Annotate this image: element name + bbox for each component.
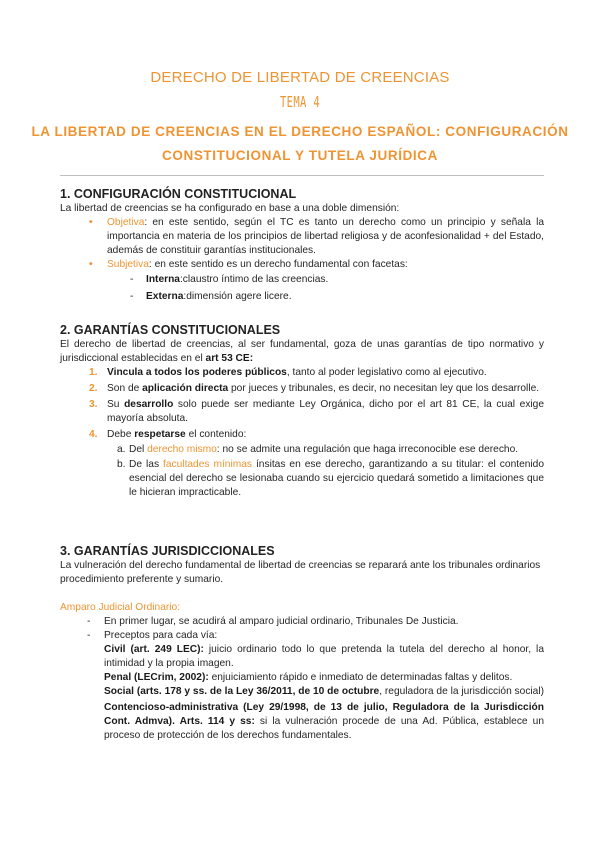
penal-text: enjuiciamiento rápido e inmediato de determinadas faltas y delitos. — [208, 672, 513, 683]
guarantee-item-3 — [60, 398, 544, 426]
penal-label: Penal (LECrim, 2002): — [104, 672, 209, 683]
guarantee-3-bold: desarrollo — [124, 399, 174, 410]
social-label: Social (arts. 178 y ss. de la Ley 36/2011, de 10 de octubre — [104, 686, 380, 697]
subtitle-line-2: CONSTITUCIONAL Y TUTELA JURÍDICA — [162, 148, 438, 163]
section-2-intro-text: El derecho de libertad de creencias, al ser fundamental, goza de unas garantías de tipo normativo y jurisdiccional establecidas en el — [60, 339, 544, 364]
civil-text: juicio ordinario todo lo que pretenda la tutela del derecho al honor, la intimidad y la propia imagen. — [104, 644, 544, 669]
dash-marker: - — [130, 291, 134, 302]
art-53-reference: art 53 CE: — [205, 353, 254, 364]
section-2-heading: 2. GARANTÍAS CONSTITUCIONALES — [60, 323, 281, 337]
externa-text: :dimensión agere licere. — [183, 291, 292, 302]
guarantee-2-text-a: Son de — [107, 383, 143, 394]
via-civil — [60, 643, 544, 671]
guarantee-3-text-b: solo puede ser mediante Ley Orgánica, dicho por el art 81 CE, la cual exige mayoría absoluta. — [107, 399, 545, 424]
subjetiva-label: Subjetiva — [107, 259, 149, 270]
guarantee-item-1 — [60, 366, 544, 380]
guarantee-1-text: , tanto al poder legislativo como al ejecutivo. — [286, 367, 487, 378]
via-contencioso — [60, 701, 544, 743]
civil-label: Civil (art. 249 LEC): — [104, 644, 204, 655]
guarantee-3-text-a: Su — [107, 399, 125, 410]
list-item-subjetiva — [60, 258, 544, 272]
amparo-item-1-text: En primer lugar, se acudirá al amparo judicial ordinario, Tribunales De Justicia. — [104, 616, 459, 627]
tema-label: TEMA 4 — [279, 93, 321, 111]
document-title: DERECHO DE LIBERTAD DE CREENCIAS — [150, 69, 450, 86]
social-text: , reguladora de la jurisdicción social) — [379, 686, 544, 697]
content-item-a — [60, 443, 544, 457]
contencioso-text: si la vulneración procede de una Ad. Pública, establece un proceso de protección de los derechos fundamentales. — [104, 716, 545, 741]
interna-label: Interna — [146, 274, 180, 285]
amparo-heading: Amparo Judicial Ordinario: — [60, 602, 181, 613]
guarantee-item-2 — [60, 382, 544, 396]
section-3 — [60, 543, 544, 743]
amparo-item-2-text: Preceptos para cada vía: — [104, 630, 218, 641]
item-a-text-1: Del — [129, 444, 148, 455]
bullet-icon: • — [89, 259, 93, 270]
item-a-text-2: : no se admite una regulación que haga irreconocible ese derecho. — [216, 444, 519, 455]
facet-interna — [60, 273, 544, 287]
objetiva-label: Objetiva — [107, 217, 145, 228]
guarantee-1-bold: Vincula a todos los poderes públicos — [107, 367, 287, 378]
section-1 — [60, 186, 544, 304]
section-1-intro: La libertad de creencias se ha configurado en base a una doble dimensión: — [60, 203, 400, 214]
section-3-heading: 3. GARANTÍAS JURISDICCIONALES — [60, 544, 275, 558]
section-2-intro — [60, 338, 544, 366]
guarantee-2-bold: aplicación directa — [142, 383, 229, 394]
number-marker: 3. — [89, 399, 98, 410]
guarantee-item-4 — [60, 428, 544, 442]
guarantee-4-text-b: el contenido: — [185, 429, 247, 440]
number-marker: 2. — [89, 383, 98, 394]
facet-externa — [60, 290, 544, 304]
section-3-intro: La vulneración del derecho fundamental de libertad de creencias se reparará ante los tribunales ordinarios procedimiento preferente y sumario. — [60, 560, 541, 585]
interna-text: :claustro íntimo de las creencias. — [179, 274, 329, 285]
via-penal — [60, 671, 544, 685]
guarantee-4-text-a: Debe — [107, 429, 135, 440]
dash-marker: - — [87, 616, 91, 627]
number-marker: 1. — [89, 367, 98, 378]
guarantee-4-bold: respetarse — [134, 429, 186, 440]
derecho-mismo-label: derecho mismo — [147, 444, 217, 455]
section-2 — [60, 322, 544, 500]
letter-marker: a. — [117, 444, 126, 455]
letter-marker: b. — [117, 459, 126, 470]
subtitle-line-1: LA LIBERTAD DE CREENCIAS EN EL DERECHO ESPAÑOL: CONFIGURACIÓN — [31, 124, 569, 139]
externa-label: Externa — [146, 291, 184, 302]
objetiva-text: : en este sentido, según el TC es tanto un derecho como un principio y señala la importancia en materia de los principios de libertad religiosa y de aconfesionalidad + del Estado, además de constituir garantías institucionales. — [107, 217, 544, 256]
amparo-item-1 — [60, 615, 544, 629]
contencioso-label: Contencioso-administrativa (Ley 29/1998, de 13 de julio, Reguladora de la Jurisdicción Cont. Admva). Arts. 114 y ss: — [104, 702, 544, 727]
bullet-icon: • — [89, 217, 93, 228]
facultades-minimas-label: facultades mínimas — [163, 459, 252, 470]
amparo-item-2 — [60, 629, 544, 643]
subjetiva-text: : en este sentido es un derecho fundamental con facetas: — [148, 259, 408, 270]
number-marker: 4. — [89, 429, 98, 440]
document-subtitle — [0, 120, 600, 168]
title-divider — [60, 175, 544, 176]
section-1-heading: 1. CONFIGURACIÓN CONSTITUCIONAL — [60, 187, 297, 201]
list-item-objetiva — [60, 216, 544, 258]
item-b-text-1: De las — [129, 459, 164, 470]
content-item-b — [60, 458, 544, 500]
guarantee-2-text-b: por jueces y tribunales, es decir, no necesitan ley que los desarrolle. — [228, 383, 540, 394]
via-social — [60, 685, 544, 699]
dash-marker: - — [87, 630, 91, 641]
item-b-text-2: ínsitas en ese derecho, garantizando a su titular: el contenido esencial del derecho se lesionaba cuando su ejercicio quedará sometido a limitaciones que le hicieran impracticable. — [129, 459, 544, 498]
dash-marker: - — [130, 274, 134, 285]
